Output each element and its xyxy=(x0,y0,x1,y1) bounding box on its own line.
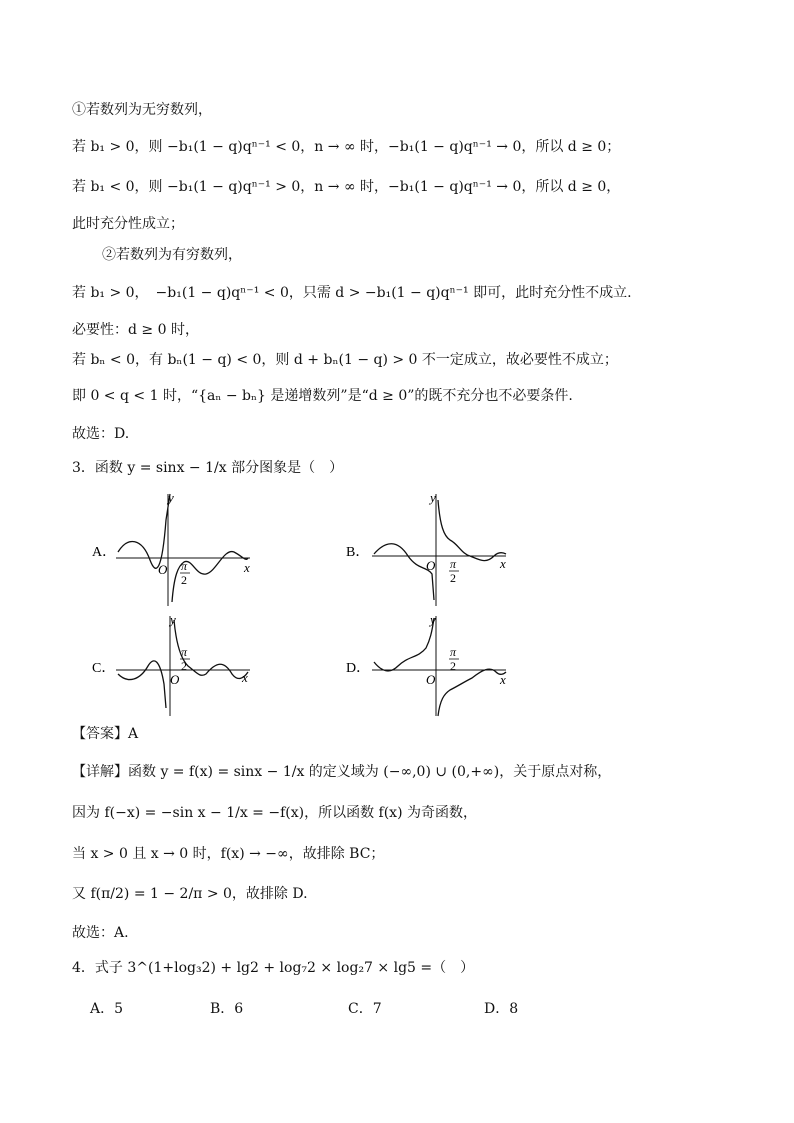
svg-text:2: 2 xyxy=(181,573,187,587)
explanation-line-5: 故选：A. xyxy=(72,925,129,941)
explanation-line-1: 【详解】函数 y = f(x) = sinx − 1/x 的定义域为 (−∞,0) ∪ (0,+∞)，关于原点对称， xyxy=(72,764,612,780)
choice-d: D．8 xyxy=(484,1001,519,1017)
svg-text:2: 2 xyxy=(450,659,456,673)
svg-text:O: O xyxy=(158,562,168,577)
option-c-label: C． xyxy=(92,661,116,676)
text-line-1: ①若数列为无穷数列， xyxy=(72,102,212,118)
figure-option-a xyxy=(92,490,262,614)
svg-text:O: O xyxy=(426,558,436,573)
svg-text:2: 2 xyxy=(450,571,456,585)
svg-text:y: y xyxy=(168,490,174,505)
text-line-4: 此时充分性成立； xyxy=(72,216,184,232)
svg-text:y: y xyxy=(170,612,176,627)
text-line-9: 即 0 < q < 1 时，“{aₙ − bₙ} 是递增数列”是“d ≥ 0”的既不充分也不必要条件. xyxy=(72,388,573,404)
choice-a: A．5 xyxy=(90,1001,124,1017)
svg-text:x: x xyxy=(242,670,248,685)
answer-line: 【答案】A xyxy=(72,726,139,742)
svg-text:π: π xyxy=(450,557,457,571)
svg-text:2: 2 xyxy=(181,659,187,673)
svg-text:x: x xyxy=(244,560,250,575)
svg-text:π: π xyxy=(181,645,188,659)
text-line-8: 若 bₙ < 0，有 bₙ(1 − q) < 0，则 d + bₙ(1 − q) > 0 不一定成立，故必要性不成立； xyxy=(72,352,618,368)
option-d-label: D． xyxy=(346,661,371,676)
svg-text:x: x xyxy=(500,672,506,687)
question-3: 3．函数 y = sinx − 1/x 部分图象是（ ） xyxy=(72,460,344,476)
text-line-10: 故选：D. xyxy=(72,426,130,442)
svg-text:O: O xyxy=(170,672,180,687)
curve-b xyxy=(374,500,506,600)
text-line-6: 若 b₁ > 0， −b₁(1 − q)qⁿ⁻¹ < 0，只需 d > −b₁(1 − q)qⁿ⁻¹ 即可，此时充分性不成立. xyxy=(72,285,632,301)
svg-text:π: π xyxy=(181,559,188,573)
choice-b: B．6 xyxy=(210,1001,244,1017)
svg-text:y: y xyxy=(430,612,436,627)
text-line-3: 若 b₁ < 0，则 −b₁(1 − q)qⁿ⁻¹ > 0，n → ∞ 时，−b₁(1 − q)qⁿ⁻¹ → 0，所以 d ≥ 0， xyxy=(72,179,621,195)
svg-text:x: x xyxy=(500,556,506,571)
text-line-2: 若 b₁ > 0，则 −b₁(1 − q)qⁿ⁻¹ < 0，n → ∞ 时，−b₁(1 − q)qⁿ⁻¹ → 0，所以 d ≥ 0； xyxy=(72,139,621,155)
option-a-label: A． xyxy=(92,545,117,560)
option-b-label: B． xyxy=(346,545,370,560)
figure-option-d xyxy=(346,612,516,726)
curve-d xyxy=(374,618,506,716)
svg-text:π: π xyxy=(450,645,457,659)
svg-text:y: y xyxy=(430,490,436,505)
question-4: 4．式子 3^(1+log₃2) + lg2 + log₇2 × log₂7 × lg5 =（ ） xyxy=(72,960,475,976)
explanation-line-4: 又 f(π/2) = 1 − 2/π > 0，故排除 D. xyxy=(72,886,308,902)
figure-option-b xyxy=(346,490,516,614)
explanation-line-3: 当 x > 0 且 x → 0 时，f(x) → −∞，故排除 BC； xyxy=(72,846,385,862)
text-line-5: ②若数列为有穷数列， xyxy=(102,247,242,263)
text-line-7: 必要性：d ≥ 0 时， xyxy=(72,322,199,338)
explanation-line-2: 因为 f(−x) = −sin x − 1/x = −f(x)，所以函数 f(x) 为奇函数， xyxy=(72,805,477,821)
svg-text:O: O xyxy=(426,672,436,687)
choice-c: C．7 xyxy=(348,1001,382,1017)
figure-option-c xyxy=(92,612,262,726)
